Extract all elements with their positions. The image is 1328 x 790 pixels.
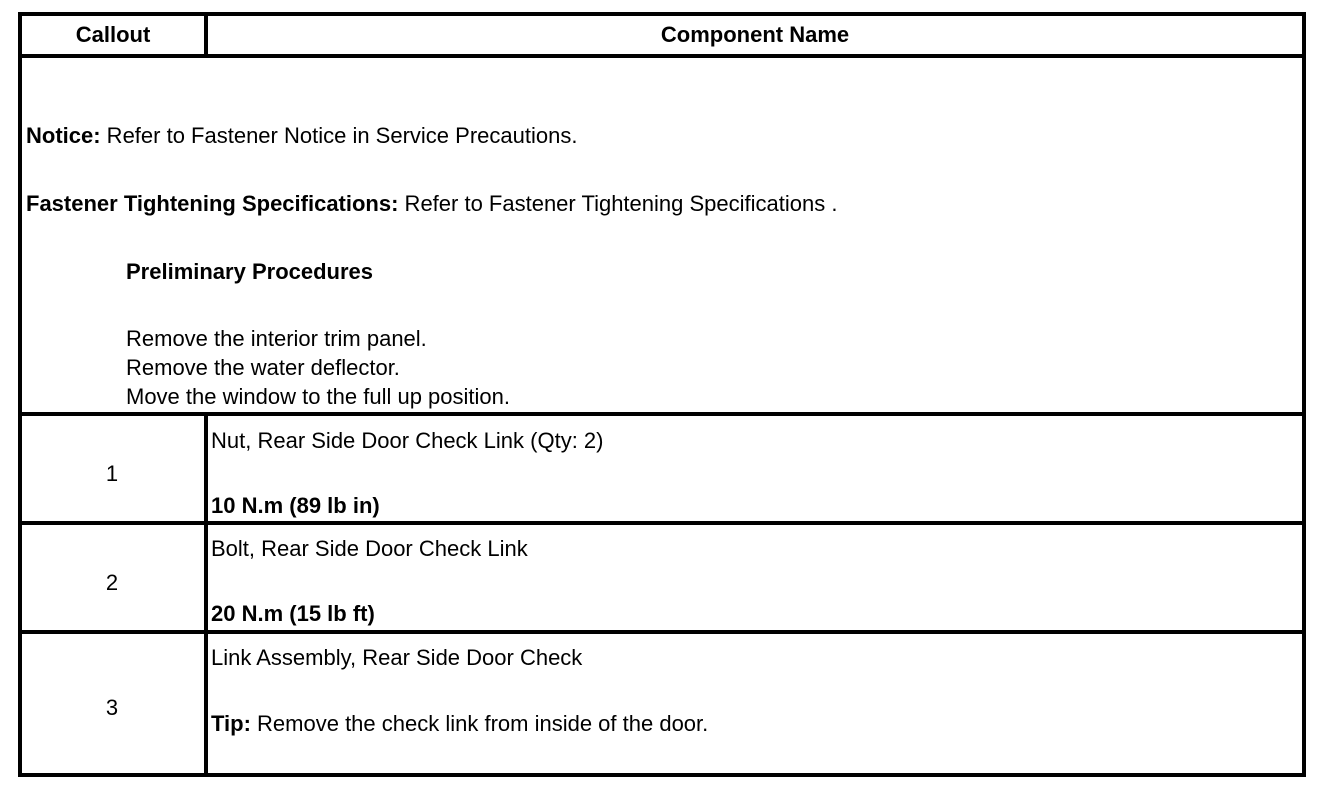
callout-number: 1	[105, 461, 119, 486]
callout-number: 3	[105, 695, 119, 720]
header-component-name: Component Name	[660, 22, 850, 47]
preliminary-heading: Preliminary Procedures	[126, 259, 374, 284]
notice-line	[26, 122, 577, 150]
column-divider	[204, 412, 208, 777]
header-divider	[22, 54, 1302, 58]
component-name: Link Assembly, Rear Side Door Check	[211, 645, 583, 670]
component-detail	[211, 600, 375, 628]
preliminary-step: Move the window to the full up position.	[126, 384, 511, 409]
preliminary-step: Remove the interior trim panel.	[126, 326, 427, 351]
fastener-spec-label: Fastener Tightening Specifications:	[26, 191, 399, 216]
component-detail	[211, 492, 380, 520]
tip-label: Tip:	[211, 711, 251, 736]
component-name: Nut, Rear Side Door Check Link (Qty: 2)	[211, 428, 604, 453]
fastener-spec-line	[26, 190, 837, 218]
callout-number: 2	[105, 570, 119, 595]
preliminary-step: Remove the water deflector.	[126, 355, 400, 380]
component-name: Bolt, Rear Side Door Check Link	[211, 536, 528, 561]
notice-label: Notice:	[26, 123, 101, 148]
column-divider	[204, 16, 208, 54]
torque-spec: 10 N.m (89 lb in)	[211, 493, 380, 518]
tip-text: Remove the check link from inside of the door.	[250, 711, 709, 736]
torque-spec: 20 N.m (15 lb ft)	[211, 601, 375, 626]
component-detail	[211, 710, 708, 738]
notice-text: Refer to Fastener Notice in Service Precautions.	[100, 123, 578, 148]
header-callout: Callout	[75, 22, 151, 47]
row-divider	[22, 521, 1302, 525]
procedure-table	[18, 12, 1306, 777]
intro-divider	[22, 412, 1302, 416]
fastener-spec-text: Refer to Fastener Tightening Specifications .	[398, 191, 838, 216]
row-divider	[22, 630, 1302, 634]
